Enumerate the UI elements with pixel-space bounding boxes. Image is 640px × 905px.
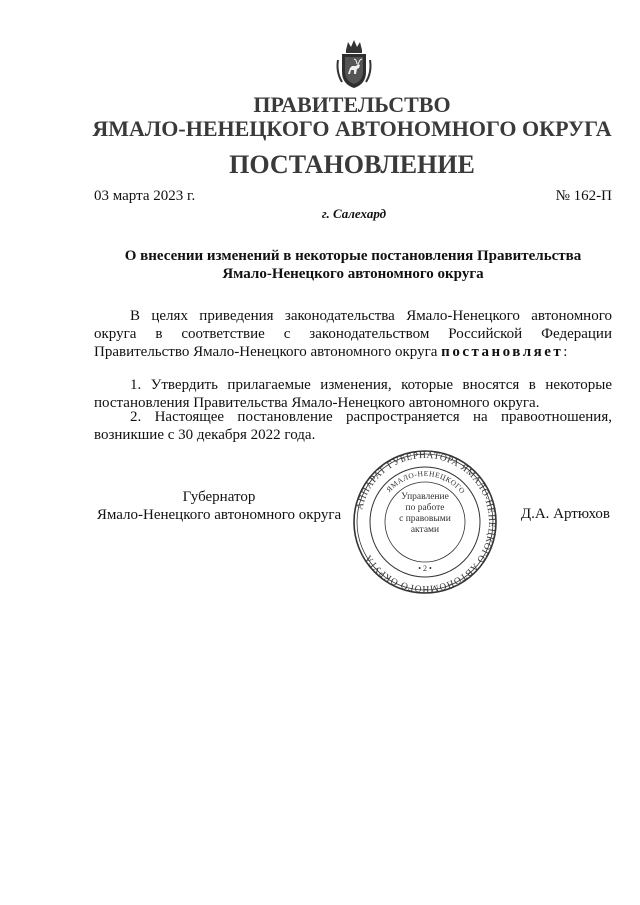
preamble-paragraph xyxy=(94,307,612,361)
stamp-inner-text: ЯМАЛО-НЕНЕЦКОГО xyxy=(384,468,468,496)
document-city: г. Салехард xyxy=(321,206,387,221)
decree-item-1: 1. Утвердить прилагаемые изменения, которые вносятся в некоторые постановления Правительства Ямало-Ненецкого автономного округа. xyxy=(94,377,612,411)
subject-line2: Ямало-Ненецкого автономного округа xyxy=(222,266,484,282)
coat-of-arms-icon xyxy=(334,38,374,90)
document-subject xyxy=(94,247,612,283)
decree-item-2: 2. Настоящее постановление распространяется на правоотношения, возникшие с 30 декабря 2022 года. xyxy=(94,409,612,443)
document-date: 03 марта 2023 г. xyxy=(94,188,196,204)
stamp-outer-text: АППАРАТ ГУБЕРНАТОРА ЯМАЛО-НЕНЕЦКОГО АВТОНОМНОГО ОКРУГА xyxy=(355,450,497,594)
signer-title-line2: Ямало-Ненецкого автономного округа xyxy=(96,507,342,523)
stamp-number: • 2 • xyxy=(418,564,432,573)
decrees-word: постановляет xyxy=(441,344,564,360)
government-name-line2: ЯМАЛО-НЕНЕЦКОГО АВТОНОМНОГО ОКРУГА xyxy=(92,116,612,141)
signer-name: Д.А. Артюхов xyxy=(520,506,610,522)
government-name-line1: ПРАВИТЕЛЬСТВО xyxy=(253,92,451,117)
stamp-center-text: Управление по работе с правовыми актами xyxy=(399,492,451,535)
subject-line1: О внесении изменений в некоторые постановления Правительства xyxy=(124,248,582,264)
decrees-colon: : xyxy=(563,344,568,360)
document-number: № 162-П xyxy=(555,188,612,204)
document-type: ПОСТАНОВЛЕНИЕ xyxy=(229,150,475,179)
signer-title-line1: Губернатор xyxy=(182,489,256,505)
preamble-text: В целях приведения законодательства Ямало-Ненецкого автономного округа в соответствие с законодательством Российской Федерации Правительство Ямало-Ненецкого автономного округа xyxy=(94,308,612,360)
